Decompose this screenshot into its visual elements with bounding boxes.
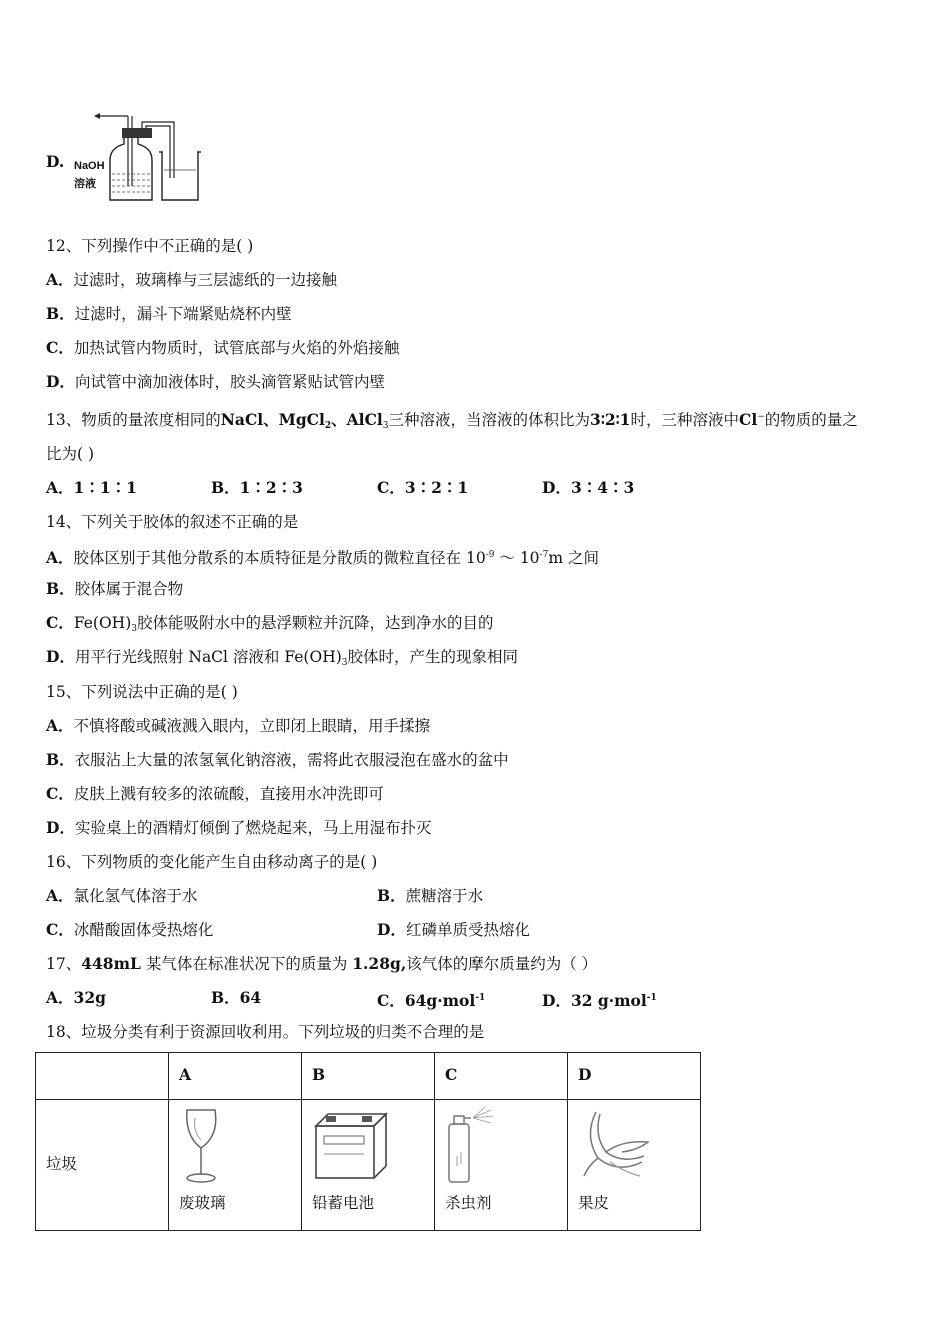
- lead-acid-battery-icon: [312, 1106, 392, 1182]
- table-cell-battery: [302, 1100, 435, 1231]
- q12-stem: 12、下列操作中不正确的是( ): [46, 237, 254, 255]
- q15-stem: 15、下列说法中正确的是( ): [46, 683, 238, 701]
- q12-option-b: B．过滤时，漏斗下端紧贴烧杯内壁: [46, 304, 292, 323]
- q15-option-a: A．不慎将酸或碱液溅入眼内，立即闭上眼睛，用手揉擦: [46, 716, 431, 735]
- table-cell-insecticide: [435, 1100, 568, 1231]
- q13-option-b: B．1∶2∶3: [211, 478, 303, 497]
- q14-option-a: A．胶体区别于其他分散系的本质特征是分散质的微粒直径在 $10^{-9}$ ～ $10^{-7}m$ 之间: [46, 548, 599, 567]
- table-row-label-cell: [36, 1100, 169, 1231]
- q15-option-c: C．皮肤上溅有较多的浓硫酸，直接用水冲洗即可: [46, 784, 384, 803]
- q12-option-c: C．加热试管内物质时，试管底部与火焰的外焰接触: [46, 338, 400, 357]
- table-header-row: [36, 1053, 701, 1100]
- item-label: 杀虫剂: [445, 1194, 492, 1212]
- table-header-empty: [36, 1053, 169, 1100]
- q13-stem-line2: 比为( ): [46, 445, 95, 463]
- q13-option-d: D．3∶4∶3: [542, 478, 635, 497]
- banana-peel-icon: [578, 1106, 654, 1182]
- spray-can-icon: [445, 1106, 505, 1186]
- q14-option-d: D．用平行光线照射 NaCl 溶液和 $Fe(OH)_3$胶体时，产生的现象相同: [46, 647, 519, 668]
- table-cell-glass: [169, 1100, 302, 1231]
- table-header-d: D: [568, 1053, 701, 1100]
- garbage-classification-table: [35, 1052, 701, 1231]
- figure-label-solution: 溶液: [74, 177, 96, 190]
- table-header-c: C: [435, 1053, 568, 1100]
- wine-glass-icon: [179, 1106, 229, 1186]
- q18-stem: 18、垃圾分类有利于资源回收利用。下列垃圾的归类不合理的是: [46, 1023, 485, 1041]
- q16-option-b: B．蔗糖溶于水: [377, 886, 484, 905]
- q17-stem: 17、448mL 某气体在标准状况下的质量为 1.28g,该气体的摩尔质量约为（ ）: [46, 954, 598, 973]
- q16-option-a: A．氯化氢气体溶于水: [46, 886, 198, 905]
- item-label: 铅蓄电池: [312, 1194, 375, 1212]
- q15-option-d: D．实验桌上的酒精灯倾倒了燃烧起来，马上用湿布扑灭: [46, 818, 432, 837]
- q13-stem-line1: 13、物质的量浓度相同的NaCl、MgCl$_2$、AlCl$_3$三种溶液，当溶液的体积比为3∶2∶1时，三种溶液中Cl−的物质的量之: [46, 410, 858, 431]
- q11-option-d-label: D.: [46, 152, 65, 171]
- q17-option-d: D．32 g·mol$^{-1}$: [542, 991, 657, 1010]
- q14-option-b: B．胶体属于混合物: [46, 579, 184, 598]
- q16-option-c: C．冰醋酸固体受热熔化: [46, 920, 214, 939]
- table-row: [36, 1100, 701, 1231]
- q17-option-b: B．64: [211, 988, 262, 1007]
- q14-option-c: C．$Fe(OH)_3$胶体能吸附水中的悬浮颗粒并沉降，达到净水的目的: [46, 613, 494, 634]
- figure-label-naoh: NaOH: [74, 160, 105, 172]
- q17-option-a: A．32g: [46, 988, 106, 1007]
- row-label: 垃圾: [46, 1155, 78, 1173]
- q14-stem: 14、下列关于胶体的叙述不正确的是: [46, 513, 299, 531]
- q13-option-c: C．3∶2∶1: [377, 478, 469, 497]
- table-header-a: A: [169, 1053, 302, 1100]
- q12-option-d: D．向试管中滴加液体时，胶头滴管紧贴试管内壁: [46, 372, 385, 391]
- q13-option-a: A．1∶1∶1: [46, 478, 137, 497]
- item-label: 果皮: [578, 1194, 610, 1212]
- q15-option-b: B．衣服沾上大量的浓氢氧化钠溶液，需将此衣服浸泡在盛水的盆中: [46, 750, 509, 769]
- table-header-b: B: [302, 1053, 435, 1100]
- q16-option-d: D．红磷单质受热熔化: [377, 920, 530, 939]
- table-cell-peel: [568, 1100, 701, 1231]
- q16-stem: 16、下列物质的变化能产生自由移动离子的是( ): [46, 853, 378, 871]
- q12-option-a: A．过滤时，玻璃棒与三层滤纸的一边接触: [46, 270, 338, 289]
- q17-option-c: C．64g·mol$^{-1}$: [377, 991, 486, 1010]
- item-label: 废玻璃: [179, 1194, 226, 1212]
